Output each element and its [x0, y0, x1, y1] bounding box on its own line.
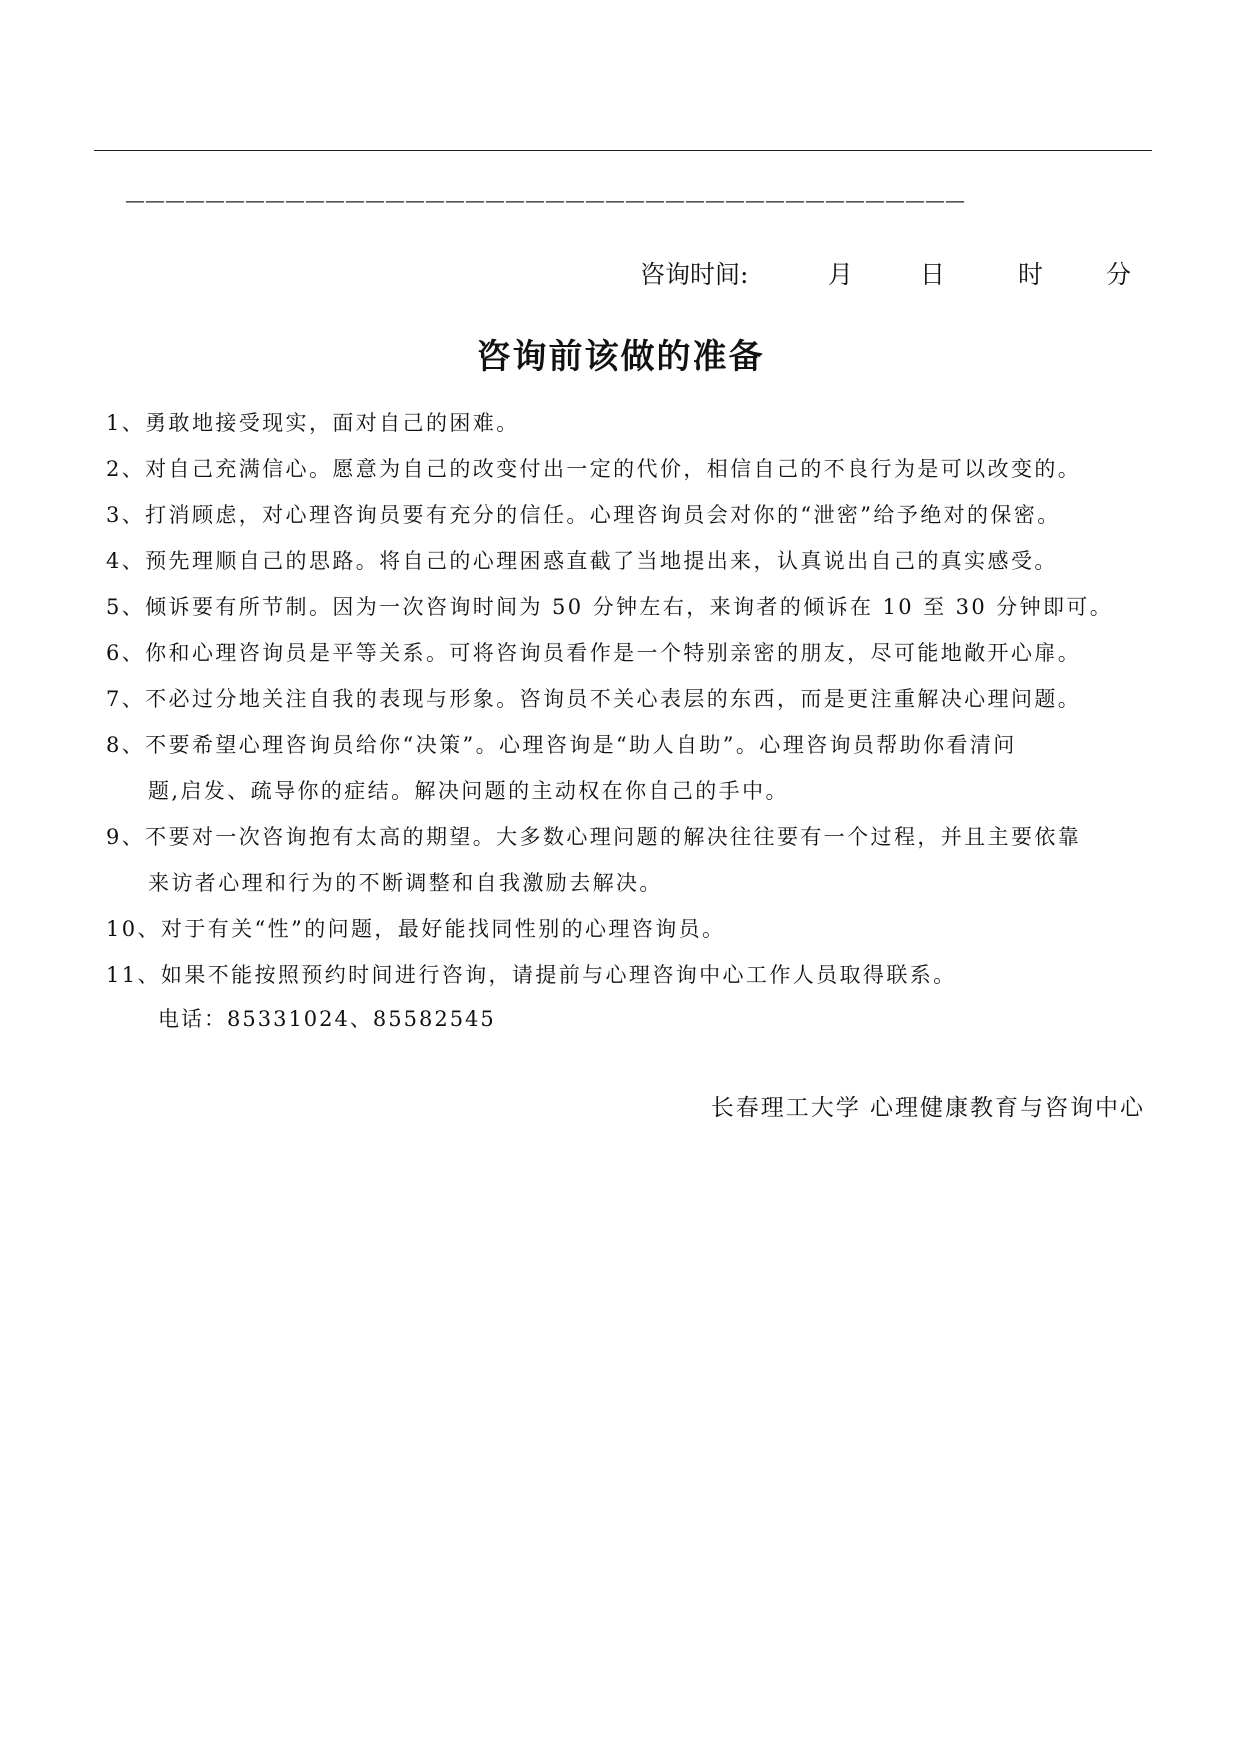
list-item-text: 9、不要对一次咨询抱有太高的期望。大多数心理问题的解决往往要有一个过程，并且主要依靠 — [106, 825, 1082, 849]
appointment-minute: 分 — [1106, 260, 1132, 289]
list-item-continuation: 题,启发、疏导你的症结。解决问题的主动权在你自己的手中。 — [148, 779, 789, 803]
list-item-text: 5、倾诉要有所节制。因为一次咨询时间为 50 分钟左右，来询者的倾诉在 10 至 30 分钟即可。 — [106, 595, 1114, 619]
list-item-text: 7、不必过分地关注自我的表现与形象。咨询员不关心表层的东西，而是更注重解决心理问题。 — [106, 687, 1082, 711]
page-title: 咨询前该做的准备 — [476, 337, 765, 377]
appointment-hour: 时 — [1018, 260, 1044, 289]
dashed-divider: —————————————————————————————————————————— — [125, 193, 965, 207]
list-item — [106, 630, 1146, 676]
list-item — [106, 722, 1146, 814]
list-item — [106, 952, 1146, 998]
list-item — [106, 538, 1146, 584]
preparation-list — [106, 400, 1146, 998]
appointment-month: 月 — [828, 260, 854, 289]
list-item-text: 10、对于有关“性”的问题，最好能找同性别的心理咨询员。 — [106, 917, 726, 941]
list-item-text: 2、对自己充满信心。愿意为自己的改变付出一定的代价，相信自己的不良行为是可以改变的。 — [106, 457, 1082, 481]
list-item-text: 8、不要希望心理咨询员给你“决策”。心理咨询是“助人自助”。心理咨询员帮助你看清问 — [106, 733, 1017, 757]
list-item — [106, 446, 1146, 492]
organization-signature: 长春理工大学 心理健康教育与咨询中心 — [710, 1095, 1145, 1121]
list-item — [106, 492, 1146, 538]
list-item-text: 3、打消顾虑，对心理咨询员要有充分的信任。心理咨询员会对你的“泄密”给予绝对的保密。 — [106, 503, 1061, 527]
appointment-day: 日 — [920, 260, 946, 289]
list-item — [106, 584, 1146, 630]
list-item-text: 1、勇敢地接受现实，面对自己的困难。 — [106, 411, 520, 435]
list-item-continuation: 来访者心理和行为的不断调整和自我激励去解决。 — [148, 871, 663, 895]
list-item — [106, 906, 1146, 952]
top-divider — [94, 150, 1152, 151]
appointment-time-label: 咨询时间: — [640, 260, 749, 289]
list-item-text: 11、如果不能按照预约时间进行咨询，请提前与心理咨询中心工作人员取得联系。 — [106, 963, 957, 987]
list-item — [106, 814, 1146, 906]
list-item-text: 4、预先理顺自己的思路。将自己的心理困惑直截了当地提出来，认真说出自己的真实感受。 — [106, 549, 1058, 573]
list-item-text: 6、你和心理咨询员是平等关系。可将咨询员看作是一个特别亲密的朋友，尽可能地敞开心扉。 — [106, 641, 1082, 665]
list-item — [106, 676, 1146, 722]
contact-phone: 电话：85331024、85582545 — [158, 1007, 496, 1031]
list-item — [106, 400, 1146, 446]
